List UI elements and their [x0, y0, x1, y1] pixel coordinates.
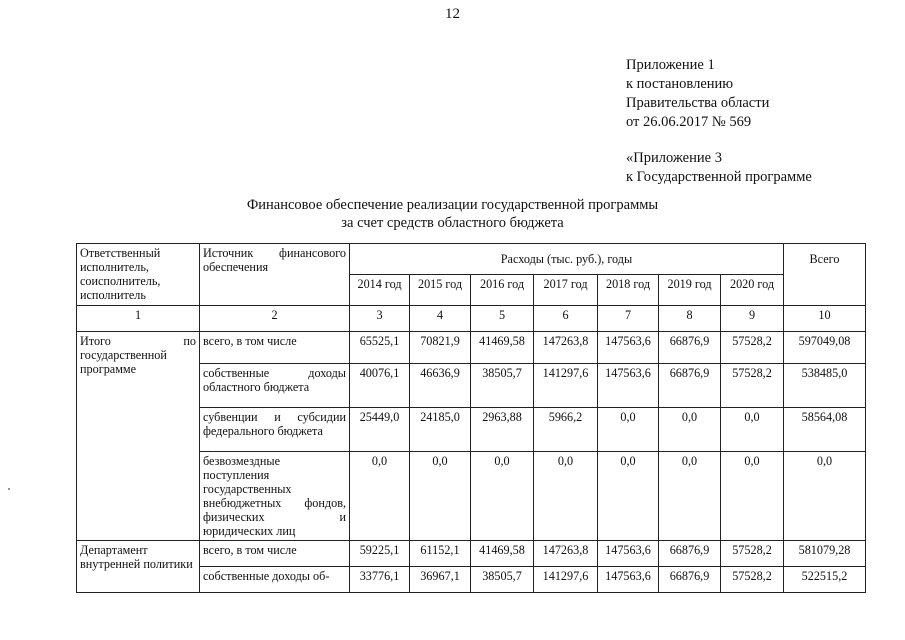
year-value-cell: 0,0 — [350, 452, 410, 541]
executor-cell: Департамент внутренней политики — [77, 541, 200, 593]
year-value-cell: 41469,58 — [471, 541, 534, 567]
header-year: 2015 год — [410, 275, 471, 306]
total-value-cell: 581079,28 — [784, 541, 866, 567]
header-executor: Ответственный исполнитель, соисполнитель, исполнитель — [77, 244, 200, 306]
table-header-row — [77, 244, 866, 275]
year-value-cell: 38505,7 — [471, 364, 534, 408]
funding-source-cell: всего, в том числе — [200, 332, 350, 364]
year-value-cell: 147263,8 — [534, 541, 598, 567]
page-number: 12 — [445, 6, 460, 22]
header-year: 2019 год — [659, 275, 721, 306]
year-value-cell: 36967,1 — [410, 567, 471, 593]
year-value-cell: 0,0 — [471, 452, 534, 541]
table-row — [77, 332, 866, 364]
column-number: 7 — [598, 306, 659, 332]
annex-line: Правительства области — [626, 95, 770, 111]
total-value-cell: 597049,08 — [784, 332, 866, 364]
header-year: 2020 год — [721, 275, 784, 306]
annex-program-line: к Государственной программе — [626, 169, 812, 185]
year-value-cell: 33776,1 — [350, 567, 410, 593]
document-title-line: за счет средств областного бюджета — [341, 215, 564, 231]
year-value-cell: 147563,6 — [598, 332, 659, 364]
total-value-cell: 522515,2 — [784, 567, 866, 593]
year-value-cell: 38505,7 — [471, 567, 534, 593]
year-value-cell: 147563,6 — [598, 567, 659, 593]
column-number-row — [77, 306, 866, 332]
column-number: 9 — [721, 306, 784, 332]
year-value-cell: 57528,2 — [721, 364, 784, 408]
funding-source-cell: собственные доходы об- — [200, 567, 350, 593]
funding-source-cell: всего, в том числе — [200, 541, 350, 567]
column-number: 10 — [784, 306, 866, 332]
year-value-cell: 24185,0 — [410, 408, 471, 452]
column-number: 1 — [77, 306, 200, 332]
year-value-cell: 25449,0 — [350, 408, 410, 452]
year-value-cell: 0,0 — [721, 452, 784, 541]
year-value-cell: 70821,9 — [410, 332, 471, 364]
year-value-cell: 0,0 — [659, 452, 721, 541]
annex-line: от 26.06.2017 № 569 — [626, 114, 752, 130]
total-value-cell: 0,0 — [784, 452, 866, 541]
column-number: 3 — [350, 306, 410, 332]
annex-line: Приложение 1 — [626, 57, 715, 73]
year-value-cell: 141297,6 — [534, 364, 598, 408]
header-source: Источник финансового обеспечения — [200, 244, 350, 306]
header-year: 2017 год — [534, 275, 598, 306]
year-value-cell: 0,0 — [410, 452, 471, 541]
year-value-cell: 0,0 — [598, 452, 659, 541]
year-value-cell: 0,0 — [534, 452, 598, 541]
year-value-cell: 66876,9 — [659, 567, 721, 593]
total-value-cell: 538485,0 — [784, 364, 866, 408]
year-value-cell: 2963,88 — [471, 408, 534, 452]
year-value-cell: 40076,1 — [350, 364, 410, 408]
annex-line: к постановлению — [626, 76, 734, 92]
column-number: 5 — [471, 306, 534, 332]
year-value-cell: 57528,2 — [721, 332, 784, 364]
column-number: 6 — [534, 306, 598, 332]
header-total: Всего — [784, 244, 866, 306]
year-value-cell: 61152,1 — [410, 541, 471, 567]
year-value-cell: 147563,6 — [598, 364, 659, 408]
scan-artifact — [8, 488, 10, 490]
executor-cell: Итого по государственной программе — [77, 332, 200, 541]
column-number: 8 — [659, 306, 721, 332]
funding-source-cell: субвенции и субсидии федерального бюджета — [200, 408, 350, 452]
year-value-cell: 66876,9 — [659, 364, 721, 408]
document-title — [0, 196, 905, 232]
year-value-cell: 0,0 — [721, 408, 784, 452]
year-value-cell: 46636,9 — [410, 364, 471, 408]
year-value-cell: 66876,9 — [659, 541, 721, 567]
funding-source-cell: собственные доходы областного бюджета — [200, 364, 350, 408]
year-value-cell: 59225,1 — [350, 541, 410, 567]
year-value-cell: 41469,58 — [471, 332, 534, 364]
year-value-cell: 141297,6 — [534, 567, 598, 593]
document-title-line: Финансовое обеспечение реализации государственной программы — [246, 197, 659, 213]
header-year: 2014 год — [350, 275, 410, 306]
funding-source-cell: безвозмездные поступления государственных внебюджетных фондов, физических и юридических лиц — [200, 452, 350, 541]
table-row — [77, 541, 866, 567]
year-value-cell: 57528,2 — [721, 567, 784, 593]
header-year: 2016 год — [471, 275, 534, 306]
year-value-cell: 5966,2 — [534, 408, 598, 452]
financing-table — [76, 243, 866, 593]
year-value-cell: 147263,8 — [534, 332, 598, 364]
column-number: 2 — [200, 306, 350, 332]
annex-program-line: «Приложение 3 — [626, 150, 722, 166]
year-value-cell: 57528,2 — [721, 541, 784, 567]
header-year: 2018 год — [598, 275, 659, 306]
year-value-cell: 65525,1 — [350, 332, 410, 364]
annex-reference — [626, 56, 812, 187]
year-value-cell: 147563,6 — [598, 541, 659, 567]
total-value-cell: 58564,08 — [784, 408, 866, 452]
year-value-cell: 66876,9 — [659, 332, 721, 364]
header-expenses: Расходы (тыс. руб.), годы — [350, 244, 784, 275]
column-number: 4 — [410, 306, 471, 332]
year-value-cell: 0,0 — [659, 408, 721, 452]
year-value-cell: 0,0 — [598, 408, 659, 452]
